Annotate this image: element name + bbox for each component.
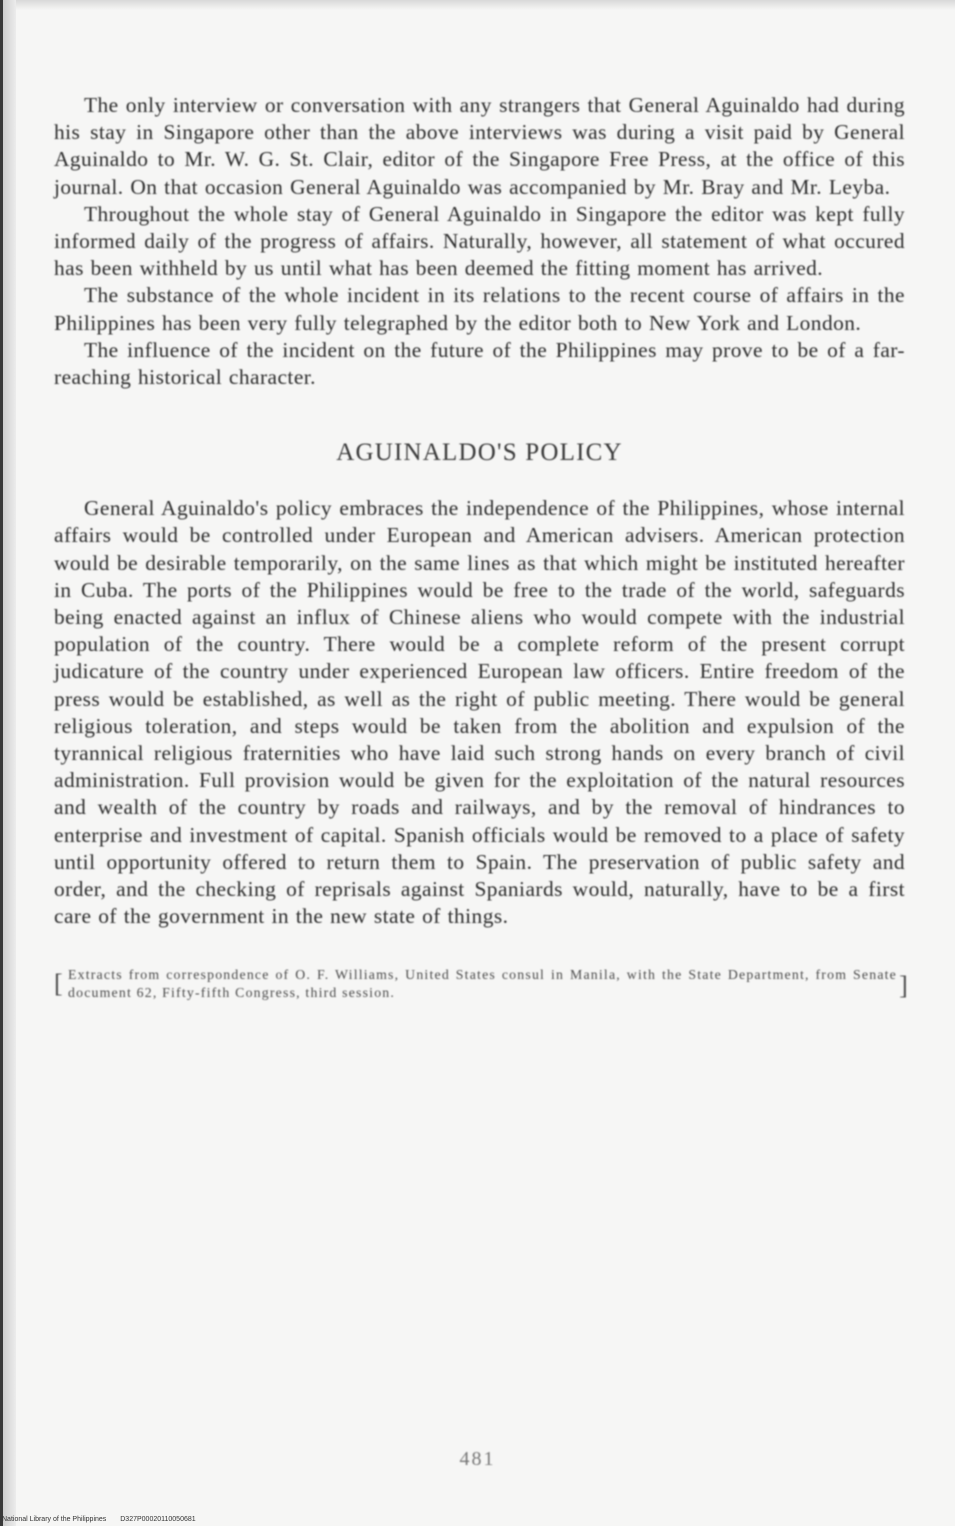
page-body [54, 92, 909, 1002]
scan-top-edge [0, 0, 955, 10]
paragraph-influence: The influence of the incident on the future of the Philippines may prove to be of a far-reaching historical character. [54, 337, 905, 390]
paragraph-editor-informed: Throughout the whole stay of General Aguinaldo in Singapore the editor was kept fully informed daily of the progress of affairs. Naturally, however, all statement of what occured has been withheld by us until what has been deemed the fitting moment has arrived. [54, 201, 905, 281]
footnote-bracket-close: ] [899, 971, 909, 1001]
page-number: 481 [459, 1448, 496, 1470]
paragraph-telegraphed: The substance of the whole incident in its relations to the recent course of affairs in the Philippines has been very fully telegraphed by the editor both to New York and London. [54, 283, 905, 335]
paragraph-policy: General Aguinaldo's policy embraces the independence of the Philippines, whose internal affairs would be controlled under European and American advisers. American protection would be desirable temporarily, on the same lines as that which might be instituted hereafter in Cuba. The ports of the Philippines would be free to the trade of the world, safeguards being enacted against an influx of Chinese aliens who would compete with the industrial population of the country. There would be a complete reform of the present corrupt judicature of the country under experienced European law officers. Entire freedom of the press would be established, as well as the right of public meeting. There would be general religious toleration, and steps would be taken from the abolition and expulsion of the tyrannical religious fraternities who have laid such strong hands on every branch of civil administration. Full provision would be given for the exploitation of the natural resources and wealth of the country by roads and railways, and by the removal of hindrances to enterprise and investment of capital. Spanish officials would be removed to a place of safety until opportunity offered to return them to Spain. The preservation of public safety and order, and the checking of reprisals against Spaniards would, naturally, have to be a first care of the government in the new state of things. [54, 496, 905, 929]
section-heading: AGUINALDO'S POLICY [336, 439, 623, 467]
credit-code: D327P00020110050681 [120, 1516, 196, 1523]
footnote-text: Extracts from correspondence of O. F. Williams, United States consul in Manila, with the State Department, from Senate document 62, Fifty-fifth Congress, third session. [68, 967, 897, 1001]
source-footnote [54, 966, 909, 1002]
credit-library: National Library of the Philippines [2, 1516, 107, 1523]
scan-credit [2, 1516, 208, 1523]
paragraph-interview: The only interview or conversation with any strangers that General Aguinaldo had during his stay in Singapore other than the above interviews was during a visit paid by General Aguinaldo to Mr. W. G. St. Clair, editor of the Singapore Free Press, at the office of this journal. On that occasion General Aguinaldo was accompanied by Mr. Bray and Mr. Leyba. [54, 93, 905, 199]
scan-left-edge [0, 0, 16, 1526]
footnote-bracket-open: [ [54, 969, 64, 999]
